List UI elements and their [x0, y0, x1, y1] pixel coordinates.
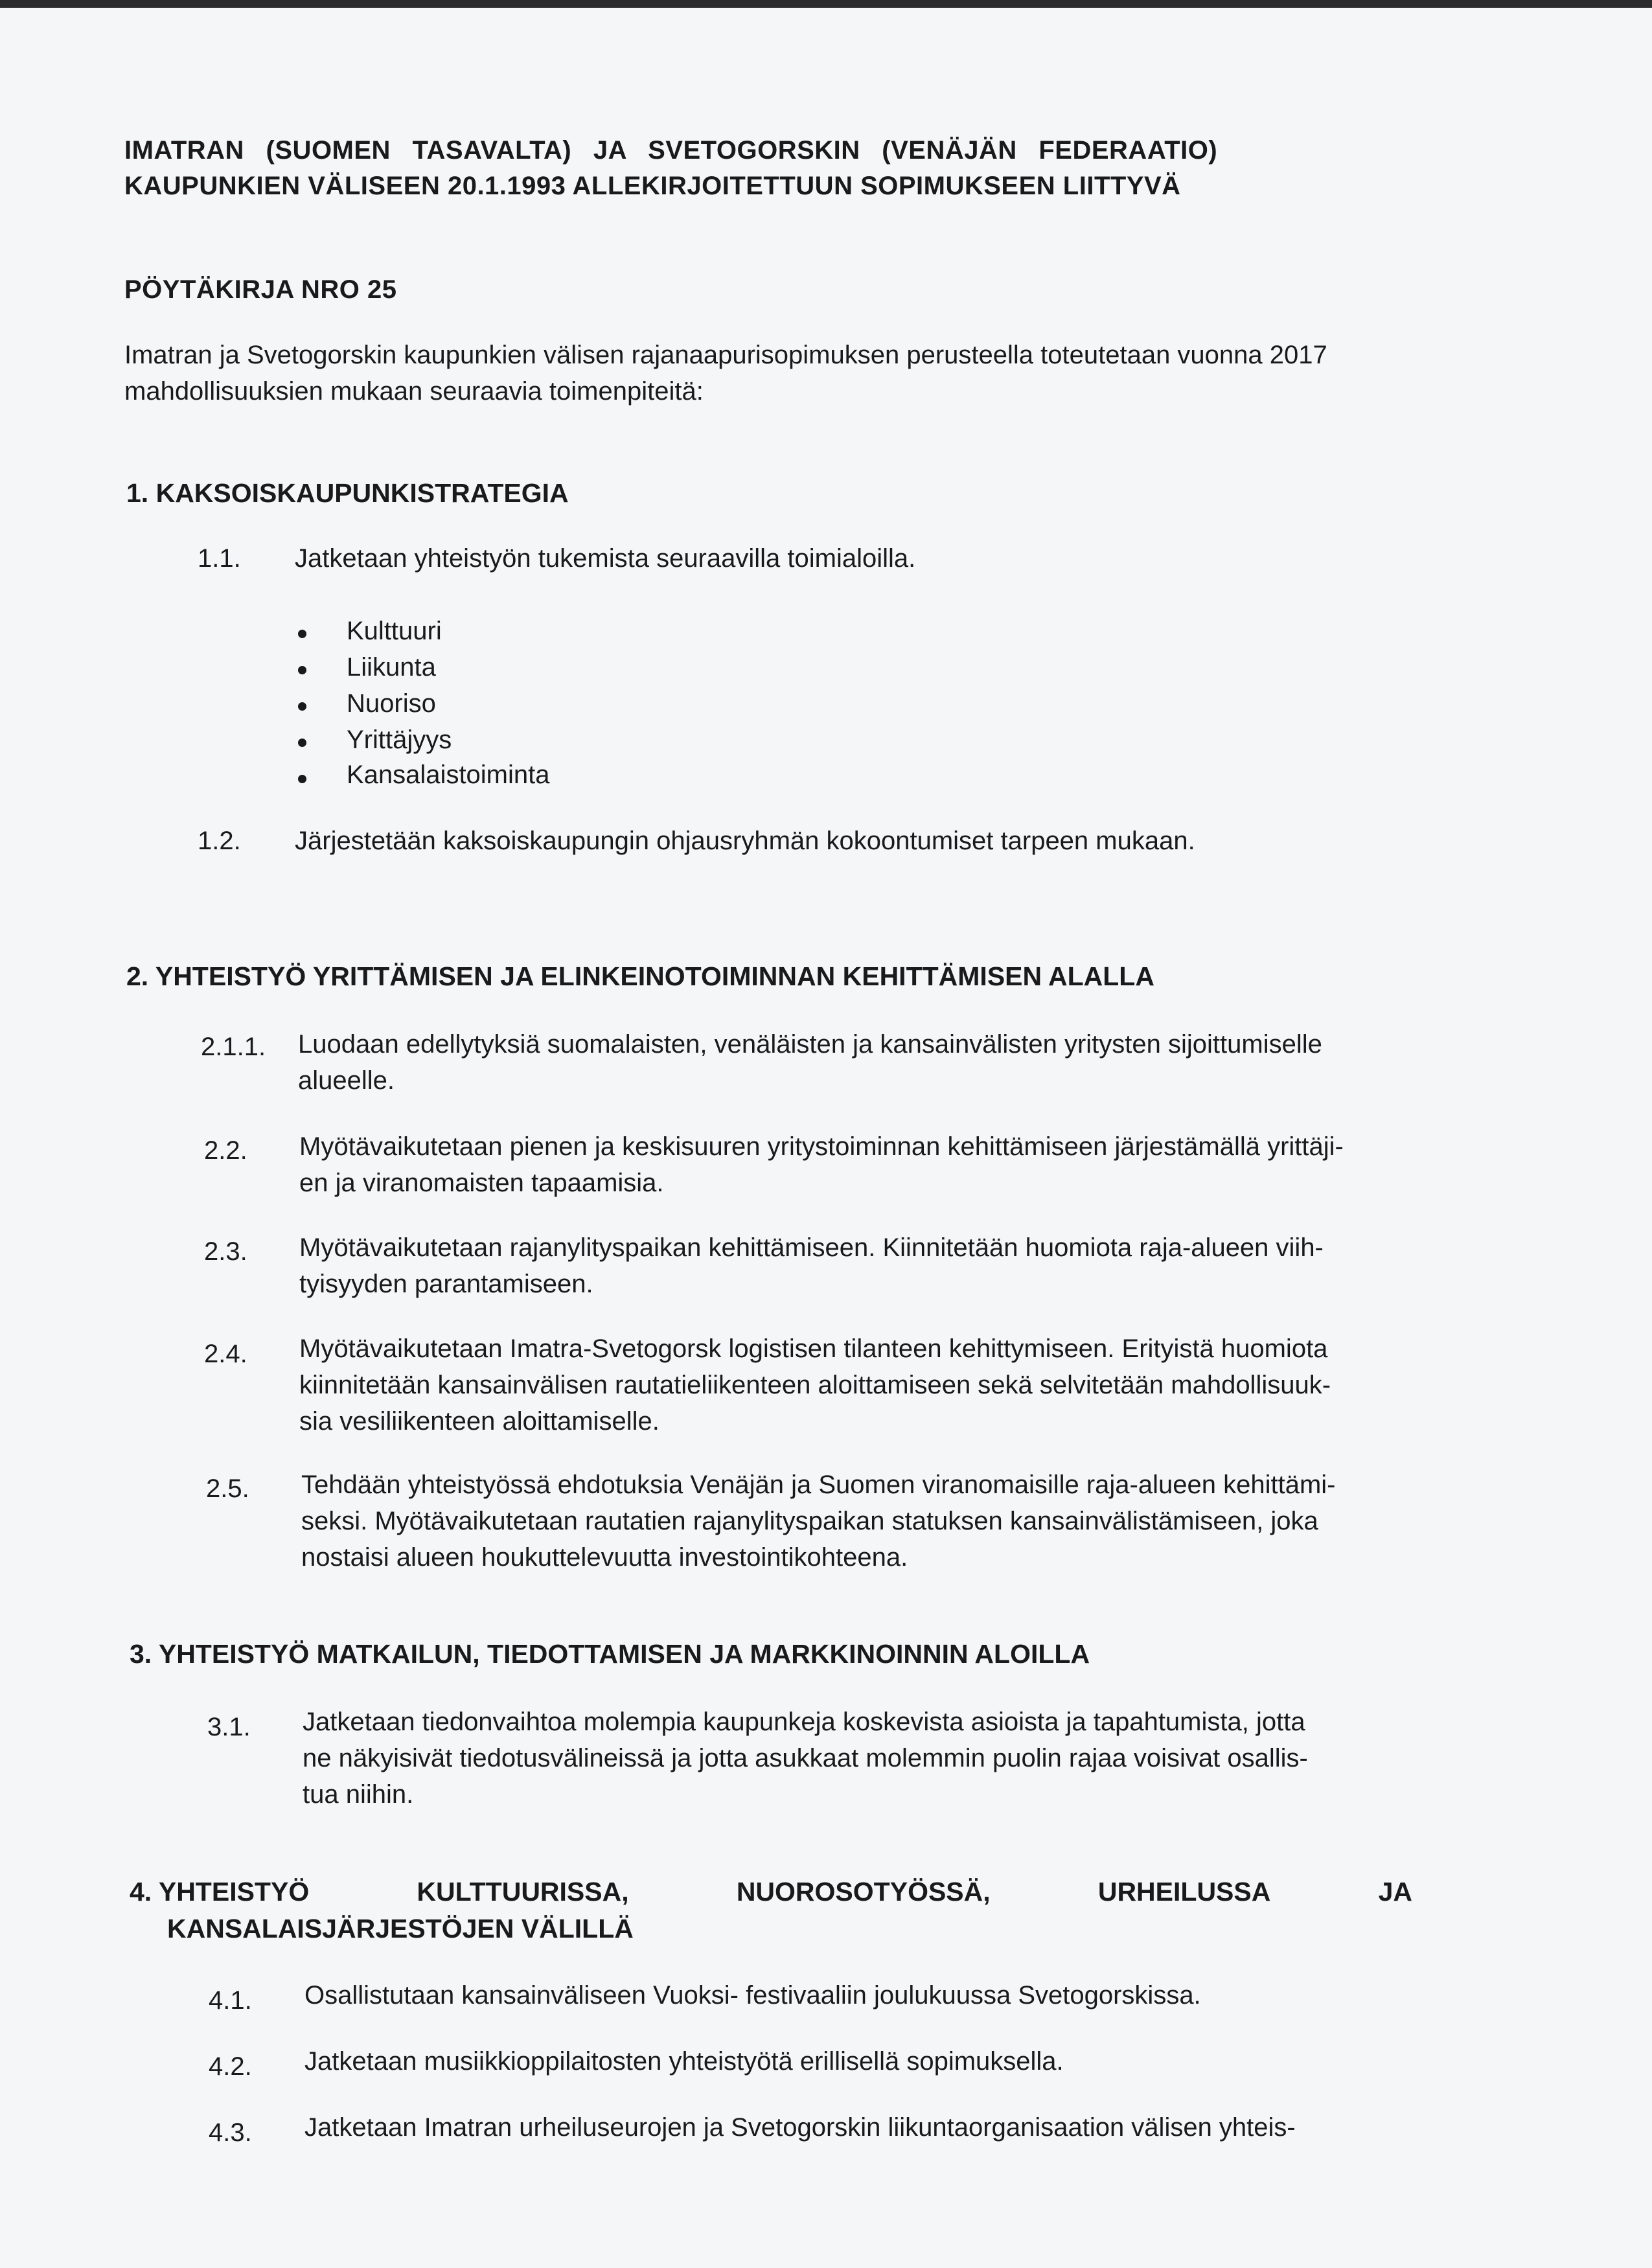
intro-line-1: Imatran ja Svetogorskin kaupunkien välisen rajanaapurisopimuksen perusteella toteutetaan vuonna 2017: [124, 341, 1327, 369]
bullet-item: Yrittäjyys: [347, 726, 452, 754]
heading-word: KULTTUURISSA,: [417, 1877, 629, 1907]
item-text-2-3-line-1: Myötävaikutetaan rajanylityspaikan kehittämiseen. Kiinnitetään huomiota raja-alueen viih-: [299, 1233, 1324, 1262]
item-text-2-4-line-3: sia vesiliikenteen aloittamiselle.: [299, 1407, 660, 1436]
item-text-2-5-line-2: seksi. Myötävaikutetaan rautatien rajanylityspaikan statuksen kansainvälistämiseen, joka: [301, 1507, 1318, 1535]
protocol-number: PÖYTÄKIRJA NRO 25: [124, 275, 397, 304]
section-3-heading: 3. YHTEISTYÖ MATKAILUN, TIEDOTTAMISEN JA MARKKINOINNIN ALOILLA: [130, 1639, 1090, 1669]
intro-line-2: mahdollisuuksien mukaan seuraavia toimenpiteitä:: [124, 377, 704, 406]
section-2-heading: 2. YHTEISTYÖ YRITTÄMISEN JA ELINKEINOTOIMINNAN KEHITTÄMISEN ALALLA: [126, 961, 1154, 991]
bullet-icon: [298, 739, 306, 747]
heading-word: JA: [1378, 1877, 1412, 1907]
bullet-icon: [298, 702, 306, 711]
item-number-2-1-1: 2.1.1.: [201, 1033, 266, 1061]
item-text-4-3: Jatketaan Imatran urheiluseurojen ja Svetogorskin liikuntaorganisaation välisen yhteis-: [304, 2113, 1296, 2142]
item-text-4-1: Osallistutaan kansainväliseen Vuoksi- festivaaliin joulukuussa Svetogorskissa.: [304, 1981, 1201, 2010]
bullet-item: Kansalaistoiminta: [347, 761, 550, 789]
heading-word: URHEILUSSA: [1097, 1877, 1271, 1907]
item-number-1-2: 1.2.: [198, 827, 241, 855]
item-text-2-2-line-2: en ja viranomaisten tapaamisia.: [299, 1169, 664, 1197]
bullet-icon: [298, 630, 306, 638]
item-text-3-1-line-3: tua niihin.: [303, 1780, 414, 1809]
heading-word: 4. YHTEISTYÖ: [130, 1877, 310, 1907]
item-text-2-5-line-1: Tehdään yhteistyössä ehdotuksia Venäjän ja Suomen viranomaisille raja-alueen kehittämi-: [301, 1471, 1336, 1499]
section-4-heading-line-2: KANSALAISJÄRJESTÖJEN VÄLILLÄ: [167, 1914, 634, 1943]
item-text-1-2: Järjestetään kaksoiskaupungin ohjausryhmän kokoontumiset tarpeen mukaan.: [295, 827, 1195, 855]
item-number-1-1: 1.1.: [198, 544, 241, 573]
item-number-2-3: 2.3.: [204, 1237, 247, 1266]
item-number-2-5: 2.5.: [206, 1474, 249, 1503]
item-number-4-1: 4.1.: [209, 1986, 252, 2015]
section-4-heading-line-1: [130, 1877, 1412, 1907]
item-text-3-1-line-2: ne näkyisivät tiedotusvälineissä ja jotta asukkaat molemmin puolin rajaa voisivat osallis-: [303, 1744, 1308, 1772]
bullet-icon: [298, 775, 306, 783]
document-title-line-1: IMATRAN (SUOMEN TASAVALTA) JA SVETOGORSKIN (VENÄJÄN FEDERAATIO): [124, 136, 1218, 165]
item-text-2-3-line-2: tyisyyden parantamiseen.: [299, 1270, 593, 1298]
item-number-3-1: 3.1.: [207, 1713, 251, 1741]
item-text-2-4-line-1: Myötävaikutetaan Imatra-Svetogorsk logistisen tilanteen kehittymiseen. Erityistä huomiota: [299, 1334, 1328, 1363]
item-text-3-1-line-1: Jatketaan tiedonvaihtoa molempia kaupunkeja koskevista asioista ja tapahtumista, jotta: [303, 1708, 1305, 1736]
bullet-item: Kulttuuri: [347, 617, 442, 645]
document-title-line-2: KAUPUNKIEN VÄLISEEN 20.1.1993 ALLEKIRJOITETTUUN SOPIMUKSEEN LIITTYVÄ: [124, 172, 1181, 200]
item-text-2-1-1-line-2: alueelle.: [298, 1066, 395, 1095]
heading-word: NUOROSOTYÖSSÄ,: [736, 1877, 991, 1907]
bullet-item: Liikunta: [347, 653, 436, 682]
item-text-2-1-1-line-1: Luodaan edellytyksiä suomalaisten, venäläisten ja kansainvälisten yritysten sijoittumiselle: [298, 1030, 1322, 1059]
bullet-icon: [298, 666, 306, 674]
item-text-1-1: Jatketaan yhteistyön tukemista seuraavilla toimialoilla.: [295, 544, 916, 573]
item-number-4-2: 4.2.: [209, 2052, 252, 2081]
scan-top-edge: [0, 0, 1652, 8]
item-number-2-2: 2.2.: [204, 1136, 247, 1165]
section-1-heading: 1. KAKSOISKAUPUNKISTRATEGIA: [126, 478, 569, 508]
item-text-2-4-line-2: kiinnitetään kansainvälisen rautatieliikenteen aloittamiseen sekä selvitetään mahdollisuuk-: [299, 1371, 1331, 1399]
item-text-2-2-line-1: Myötävaikutetaan pienen ja keskisuuren yritystoiminnan kehittämiseen järjestämällä yrittäji-: [299, 1132, 1344, 1161]
item-text-2-5-line-3: nostaisi alueen houkuttelevuutta investointikohteena.: [301, 1543, 908, 1572]
item-number-2-4: 2.4.: [204, 1340, 247, 1368]
bullet-item: Nuoriso: [347, 689, 436, 718]
item-number-4-3: 4.3.: [209, 2118, 252, 2147]
item-text-4-2: Jatketaan musiikkioppilaitosten yhteistyötä erillisellä sopimuksella.: [304, 2047, 1064, 2076]
